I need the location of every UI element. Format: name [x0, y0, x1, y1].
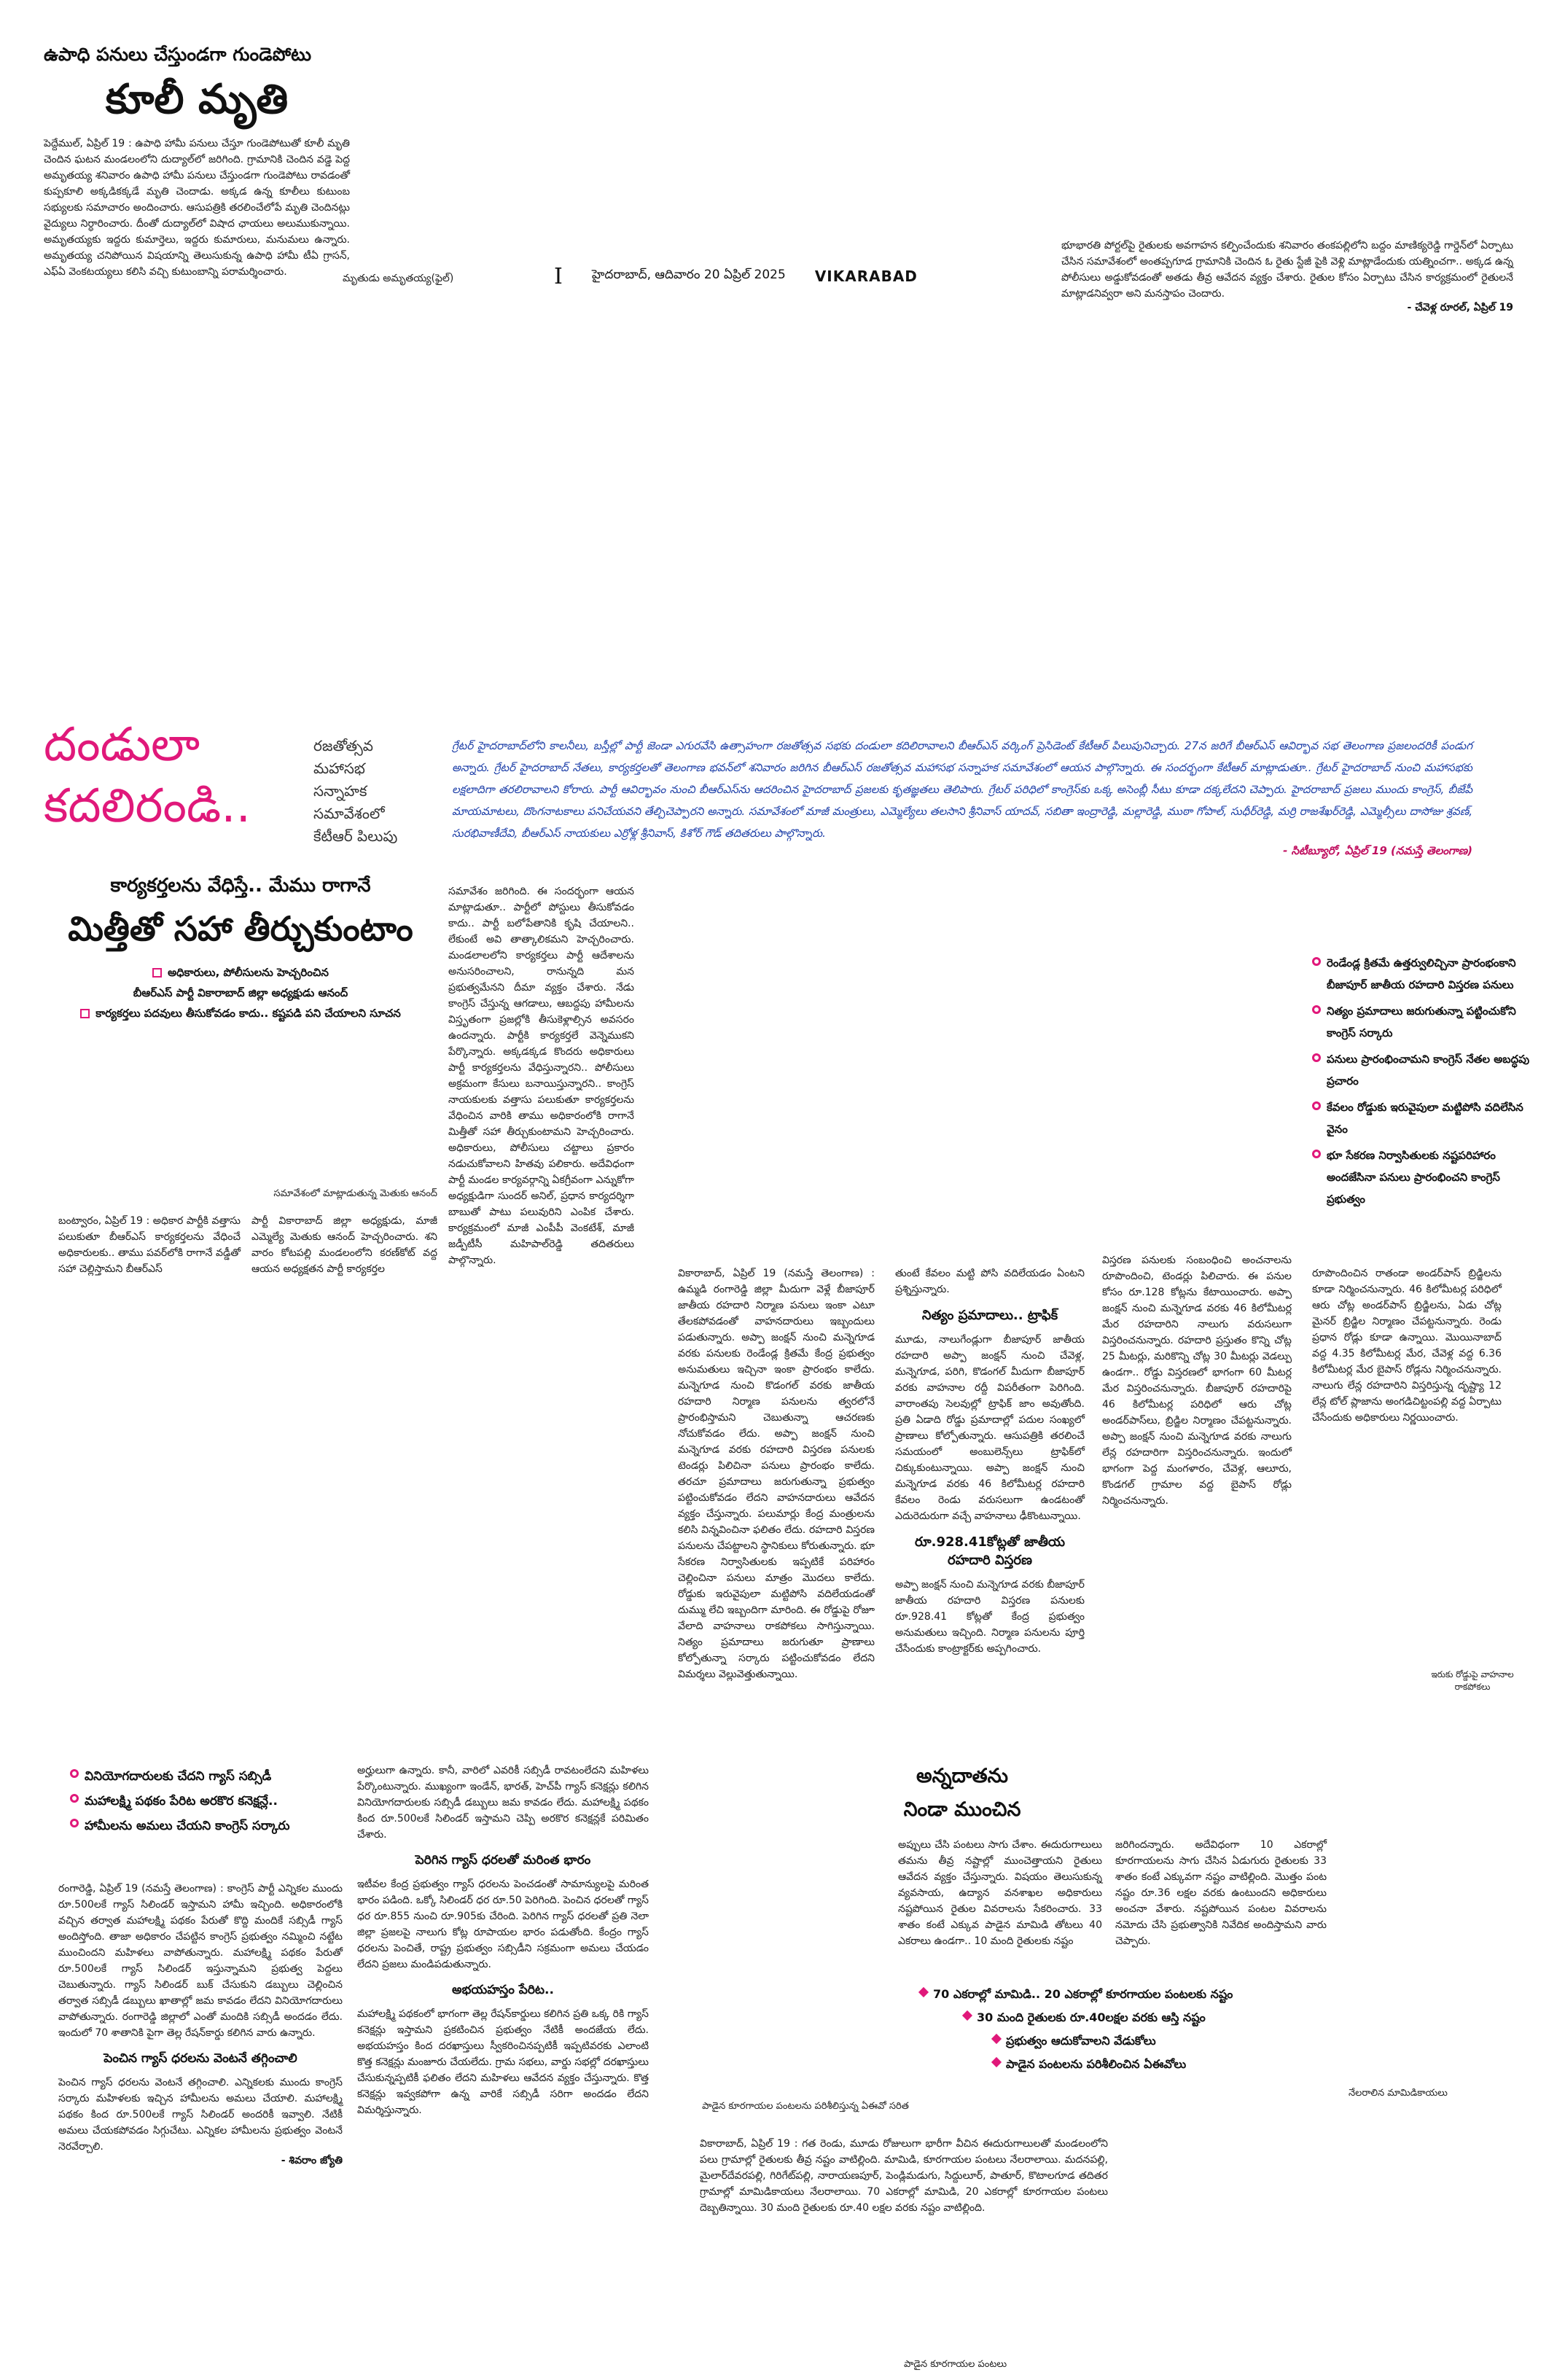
story5-bullet-text: వినియోగదారులకు చేదని గ్యాస్ సబ్సిడీ: [85, 1769, 272, 1784]
story-mittitho: [44, 875, 437, 1023]
story4-bullets: [1312, 952, 1538, 1210]
story4-sub1: నిత్యం ప్రమాదాలు.. ట్రాఫిక్: [921, 1308, 1058, 1323]
banner-body: గ్రేటర్ హైదరాబాద్‌లోని కాలనీలు, బస్తీల్లో పార్టీ జెండా ఎగురవేసి ఉత్సాహంగా రజతోత్సవ సభకు దండులా కదిలిరావాలని బీఆర్‌ఎస్ వర్కింగ్ ప్రెసిడెంట్ కేటీఆర్ పిలుపునిచ్చారు. 27న జరిగే బీఆర్‌ఎస్ ఆవిర్భావ సభ తెలంగాణ ప్రజలందరికీ పండుగ అన్నారు. గ్రేటర్ హైదరాబాద్ నేతలు, కార్యకర్తలతో తెలంగాణ భవన్‌లో శనివారం జరిగిన బీఆర్‌ఎస్ రజతోత్సవ మహాసభ సన్నాహక సమావేశంలో ఆయన పాల్గొన్నారు. ఈ సందర్భంగా కేటీఆర్ మాట్లాడుతూ.. గ్రేటర్ హైదరాబాద్ నుంచి మహాసభకు లక్షలాదిగా తరలిరావాలని కోరారు. పార్టీ ఆవిర్భావం నుంచి బీఆర్‌ఎస్‌ను ఆదరించిన హైదరాబాద్ ప్రజలకు కృతజ్ఞతలు తెలిపారు. గ్రేటర్ పరిధిలో కాంగ్రెస్‌కు ఒక్క అసెంబ్లీ సీటు కూడా దక్కలేదని చెప్పారు. హైదరాబాద్ ప్రజలు ముందు కాంగ్రెస్, బీజేపీ మాయమాటలు, దొంగనాటకాలు పనిచేయవని తేల్చిచెప్పారని అన్నారు. సమావేశంలో మాజీ మంత్రులు, ఎమ్మెల్యేలు తలసాని శ్రీనివాస్ యాదవ్, సబితా ఇంద్రారెడ్డి, మల్లారెడ్డి, ముఠా గోపాల్, సుధీర్‌రెడ్డి, మర్రి రాజశేఖర్‌రెడ్డి, ఎమ్మెల్సీలు దాసోజు శ్రవణ్, సురభివాణీదేవి, బీఆర్‌ఎస్ నాయకులు ఎర్రోళ్ల శ్రీనివాస్, కిశోర్ గౌడ్ తదితరులు పాల్గొన్నారు.: [452, 739, 1472, 840]
story6-bullet: [993, 2029, 1503, 2053]
story5-col1: రంగారెడ్డి, ఏప్రిల్ 19 (నమస్తే తెలంగాణ) : కాంగ్రెస్ పార్టీ ఎన్నికల ముందు రూ.500లకే గ్యాస్ సిలిండర్ ఇస్తామని హామీ ఇచ్చింది. అధికారంలోకి వచ్చిన తర్వాత మహాలక్ష్మి పథకం పేరుతో కొద్ది మందికే సబ్సిడీ గ్యాస్ అందిస్తోంది. తాజా అధికారం చేపట్టిన కాంగ్రెస్ ప్రభుత్వం నమ్మించి నట్టేట ముంచిందని మహిళలు వాపోతున్నారు. మహాలక్ష్మి పథకం పేరుతో రూ.500లకే గ్యాస్ సిలిండర్ ఇస్తున్నామని ప్రభుత్వ పెద్దలు చెబుతున్నారు. గ్యాస్ సిలిండర్ బుక్ చేసుకుని డబ్బులు చెల్లించిన తర్వాత సబ్సిడీ డబ్బులు ఖాతాల్లో జమ కావడం లేదని వినియోగదారులు వాపోతున్నారు. రంగారెడ్డి జిల్లాలో ఎంతో మందికి సబ్సిడీ అందడం లేదు. ఇందులో 70 శాతానికి పైగా తెల్ల రేషన్‌కార్డు కలిగిన వారు ఉన్నారు.: [58, 1883, 343, 2039]
banner-subhead-5: కేటీఆర్ పిలుపు: [313, 827, 398, 845]
story6-caption3: పాడైన కూరగాయల పంటలు: [904, 2359, 1007, 2370]
story5-bullet: [70, 1789, 362, 1814]
story3-bullet-text: అధికారులు, పోలీసులను హెచ్చరించిన: [168, 966, 329, 979]
banner-subhead: [313, 735, 430, 848]
ring-bullet-icon: [70, 1769, 79, 1778]
story6-headline: [860, 1760, 1064, 1827]
masthead-strip: [554, 265, 962, 287]
story1-body: పెద్దేముల్, ఏప్రిల్ 19 : ఉపాధి హామీ పనులు చేస్తూ గుండెపోటుతో కూలీ మృతి చెందిన ఘటన మండలంలోని దుద్యాల్‌లో జరిగింది. గ్రామానికి చెందిన వడ్డె పెద్ద అమృతయ్య శనివారం ఉపాధి హామీ పనులు చేస్తుండగా గుండెపోటు రావడంతో కుప్పకూలి అక్కడికక్కడే మృతి చెందాడు. అక్కడ ఉన్న కూలీలు కుటుంబ సభ్యులకు సమాచారం అందించారు. ఆసుపత్రికి తరలించేలోపే మృతి చెందినట్లు వైద్యులు నిర్ధారించారు. దీంతో దుద్యాల్‌లో విషాద ఛాయలు అలుముకున్నాయి. అమృతయ్యకు ఇద్దరు కుమార్తెలు, ఇద్దరు కుమారులు, మనుమలు ఉన్నారు. అమృతయ్య చనిపోయిన విషయాన్ని తెలుసుకున్న ఉపాధి హామీ టీఏ గ్రాసన్, ఎఫ్‌ఏ వెంకటయ్యలు కలిసి వచ్చి కుటుంబాన్ని పరామర్శించారు.: [44, 138, 350, 278]
banner-subhead-2: మహాసభ: [313, 760, 365, 777]
story5-col2b: ఇటీవల కేంద్ర ప్రభుత్వం గ్యాస్ ధరలను పెంచడంతో సామాన్యులపై మరింత భారం పడింది. ఒక్కో సిలిండర్ ధర రూ.50 పెరిగింది. పెంచిన ధరలతో గ్యాస్ ధర రూ.855 నుంచి రూ.905కు చేరింది. పెరిగిన గ్యాస్ ధరలతో ప్రతి నెలా జిల్లా ప్రజలపై నాలుగు కోట్ల రూపాయల భారం పడుతోంది. కేంద్రం గ్యాస్ ధరలను పెంచితే, రాష్ట్ర ప్రభుత్వం సబ్సిడీని సక్రమంగా అమలు చేయడం లేదని ప్రజలు మండిపడుతున్నారు.: [357, 1878, 649, 1970]
story5-bullet-text: మహాలక్ష్మి పథకం పేరిట అరకొర కనెక్షన్లే..: [85, 1794, 278, 1809]
story4-bullet-text: పనులు ప్రారంభించామని కాంగ్రెస్ నేతల అబద్ధపు ప్రచారం: [1327, 1053, 1530, 1088]
masthead-dateline: హైదరాబాద్, ఆదివారం 20 ఏప్రిల్ 2025: [591, 268, 786, 282]
story6-bullet-text: ప్రభుత్వం ఆదుకోవాలని వేడుకోలు: [1006, 2034, 1156, 2048]
story4-col3: విస్తరణ పనులకు సంబంధించి అంచనాలను రూపొందించి, టెండర్లు పిలిచారు. ఈ పనుల కోసం రూ.128 కోట్లను కేటాయించారు. అప్పా జంక్షన్ నుంచి మన్నెగూడ వరకు 46 కిలోమీటర్ల మేర రహదారిని నాలుగు వరుసలుగా విస్తరించనున్నారు. రహదారి ప్రస్తుతం కొన్ని చోట్ల 25 మీటర్లు, మరికొన్ని చోట్ల 30 మీటర్లు వెడల్పు ఉండగా.. రోడ్డు విస్తరణలో భాగంగా 60 మీటర్ల మేర విస్తరించనున్నారు. బీజాపూర్ రహదారిపై 46 కిలోమీటర్ల పరిధిలో ఆరు చోట్ల అండర్‌పాస్‌లు, బ్రిడ్జిల నిర్మాణం చేపట్టనున్నారు. అప్పా జంక్షన్ నుంచి మన్నెగూడ వరకు నాలుగు లేన్ల రహదారిగా విస్తరించనున్నారు. ఇందులో భాగంగా పెద్ద మంగళారం, చేవెళ్ల, ఆలూరు, కొండగల్ గ్రామాల వద్ద బైపాస్ రోడ్లు నిర్మించనున్నారు.: [1102, 1255, 1292, 1507]
story4-photo-caption: ఇరుకు రోడ్డుపై వాహనాల రాకపోకలు: [1431, 1669, 1514, 1692]
story6-caption2: నేలరాలిన మామిడికాయలు: [1349, 2088, 1448, 2099]
story6-bullet: [993, 2053, 1503, 2076]
story5-sub3: అభయహస్తం పేరిట..: [452, 1983, 554, 1997]
story4-col1: వికారాబాద్, ఏప్రిల్ 19 (నమస్తే తెలంగాణ) : ఉమ్మడి రంగారెడ్డి జిల్లా మీదుగా వెళ్లే బీజాపూర్ జాతీయ రహదారి నిర్మాణ పనులు ఇంకా ఎటూ తేలకపోవడంతో వాహనదారులు ఇబ్బందులు పడుతున్నారు. అప్పా జంక్షన్ నుంచి మన్నెగూడ వరకు పనులకు రెండేండ్ల క్రితమే కేంద్ర ప్రభుత్వం అనుమతులు ఇచ్చినా ఇంకా ప్రారంభం కాలేదు. మన్నెగూడ నుంచి కొడంగల్ వరకు జాతీయ రహదారి నిర్మాణ పనులను త్వరలోనే ప్రారంభిస్తామని చెబుతున్నా ఆచరణకు నోచుకోవడం లేదు. అప్పా జంక్షన్ నుంచి మన్నెగూడ వరకు రహదారి విస్తరణ పనులకు టెండర్లు పిలిచినా పనులు ప్రారంభం కాలేదు. తరచూ ప్రమాదాలు జరుగుతున్నా ప్రభుత్వం పట్టించుకోవడం లేదని వాహనదారులు ఆవేదన వ్యక్తం చేస్తున్నారు. పలుమార్లు కేంద్ర మంత్రులను కలిసి విన్నవించినా ఫలితం లేదు. రహదారి విస్తరణ పనులను చేపట్టాలని స్థానికులు కోరుతున్నారు. భూ సేకరణ నిర్వాసితులకు ఇప్పటికే పరిహారం చెల్లించినా పనులు మాత్రం మొదలు కాలేదు. రోడ్డుకు ఇరువైపులా మట్టిపోసి వదిలేయడంతో దుమ్ము లేచి ఇబ్బందిగా మారింది. ఈ రోడ్డుపై రోజూ వేలాది వాహనాలు రాకపోకలు సాగిస్తున్నాయి. నిత్యం ప్రమాదాలు జరుగుతూ ప్రాణాలు కోల్పోతున్నా సర్కారు పట్టించుకోవడం లేదని విమర్శలు వెల్లువెత్తుతున్నాయి.: [678, 1268, 875, 1680]
story5-col1b: పెంచిన గ్యాస్ ధరలను వెంటనే తగ్గించాలి. ఎన్నికలకు ముందు కాంగ్రెస్ సర్కారు మహిళలకు ఇచ్చిన హామీలను అమలు చేయాలి. మహాలక్ష్మి పథకం కింద రూ.500లకే గ్యాస్ సిలిండర్ అందరికీ ఇవ్వాలి. నేటికీ అమలు చేయకపోవడం సిగ్గుచేటు. ఎన్నికల హామీలను ప్రభుత్వం వెంటనే నెరవేర్చాలి.: [58, 2077, 343, 2153]
diamond-bullet-icon: [991, 2057, 1002, 2067]
story1-headline: కూలీ మృతి: [105, 76, 289, 123]
story6-bullet: [964, 2006, 1503, 2029]
ring-bullet-icon: [1312, 1005, 1321, 1014]
story4-col2-block: [895, 1265, 1085, 1657]
ring-bullet-icon: [1312, 1150, 1321, 1158]
story3-bullets: [44, 962, 437, 1023]
story4-col4: రూపొందించిన రాతండా అండర్‌పాస్ బ్రిడ్జిలను కూడా నిర్మించనున్నారు. 46 కిలోమీటర్ల పరిధిలో ఆరు చోట్ల అండర్‌పాస్ బ్రిడ్జిలను, ఏడు చోట్ల మైనర్ బ్రిడ్జిల నిర్మాణం చేపట్టనున్నారు. రెండు ప్రధాన రోడ్లు కూడా ఉన్నాయి. మొయినాబాద్ వద్ద 4.35 కిలోమీటర్ల మేర, చేవెళ్ల వద్ద 6.36 కిలోమీటర్ల మేర బైపాస్ రోడ్లను నిర్మించనున్నారు. నాలుగు లేన్ల రహదారిని విస్తరిస్తున్న దృష్ట్యా 12 లేన్ల టోల్ ప్లాజాను అంగడిచిట్టంపల్లి వద్ద ఏర్పాటు చేసేందుకు అధికారులు నిర్ణయించారు.: [1312, 1268, 1502, 1424]
story5-col2c: మహాలక్ష్మి పథకంలో భాగంగా తెల్ల రేషన్‌కార్డులు కలిగిన ప్రతి ఒక్క రికి గ్యాస్ కనెక్షన్లు ఇస్తామని ప్రకటించిన ప్రభుత్వం నేటికీ అందజేయ లేదు. అభయహస్తం కింద దరఖాస్తులు స్వీకరించినప్పటికీ ఇప్పటివరకు ఎలాంటి కొత్త కనెక్షన్లు మంజూరు చేయలేదు. గ్రామ సభలు, వార్డు సభల్లో దరఖాస్తులు చేసుకున్నప్పటికీ ఫలితం లేదని మహిళలు ఆవేదన వ్యక్తం చేస్తున్నారు. కొత్త కనెక్షన్లు ఇవ్వకపోగా ఉన్న వారికే సబ్సిడీ సరిగా అందడం లేదని విమర్శిస్తున్నారు.: [357, 2008, 649, 2116]
square-bullet-icon: [80, 1009, 90, 1018]
banner-headline: [44, 714, 299, 837]
story6-col3: జరిగిందన్నారు. అదేవిధంగా 10 ఎకరాల్లో కూరగాయలను సాగు చేసిన ఏడుగురు రైతులకు 33 శాతం కంటే ఎక్కువగా నష్టం వాటిల్లింది. మొత్తం పంట నష్టం రూ.36 లక్షల వరకు ఉంటుందని అధికారులు అంచనా వేశారు. నష్టపోయిన పంటల వివరాలను నమోదు చేసి ప్రభుత్వానికి నివేదిక అందిస్తామని వారు చెప్పారు.: [1115, 1839, 1327, 1947]
banner-subhead-1: రజతోత్సవ: [313, 737, 373, 754]
story6-headline-line2: నిండా ముంచిన: [903, 1798, 1021, 1821]
story5-sub2: పెరిగిన గ్యాస్ ధరలతో మరింత భారం: [415, 1853, 591, 1868]
story5-col2: అర్హులుగా ఉన్నారు. కానీ, వారిలో ఎవరికీ సబ్సిడీ రావటంలేదని మహిళలు పేర్కొంటున్నారు. ముఖ్యంగా ఇండేన్, భారత్, హెచ్‌పీ గ్యాస్ కనెక్షన్లు కలిగిన వినియోగదారులకు సబ్సిడీ డబ్బులు జమ కావడం లేదు. మహాలక్ష్మి పథకం కింద రూ.500లకే సిలిండర్ ఇస్తామని చెప్పి అరకొర కనెక్షన్లకే పరిమితం చేశారు.: [357, 1765, 649, 1841]
story6-bullet-text: పాడైన పంటలను పరిశీలించిన ఏఈవోలు: [1006, 2057, 1187, 2071]
ring-bullet-icon: [70, 1794, 79, 1803]
ring-bullet-icon: [70, 1819, 79, 1827]
story4-bullet-text: నిత్యం ప్రమాదాలు జరుగుతున్నా పట్టించుకోని కాంగ్రెస్ సర్కారు: [1327, 1004, 1516, 1039]
story5-sub1: పెంచిన గ్యాస్ ధరలను వెంటనే తగ్గించాలి: [104, 2051, 297, 2066]
story4-bullet: [1312, 1096, 1538, 1140]
story4-bullet-text: కేవలం రోడ్డుకు ఇరువైపులా మట్టిపోసి వదిలేసిన వైనం: [1327, 1101, 1523, 1136]
story3-bullet-text: కార్యకర్తలు పదవులు తీసుకోవడం కాదు.. కష్టపడి పని చేయాలని సూచన: [95, 1007, 401, 1020]
ring-bullet-icon: [1312, 957, 1321, 966]
story6-caption1: పాడైన కూరగాయల పంటలను పరిశీలిస్తున్న ఏఈవో సరిత: [702, 2101, 909, 2112]
story5-bullet: [70, 1764, 362, 1789]
story4-col2b: మూడు, నాలుగేండ్లుగా బీజాపూర్ జాతీయ రహదారి అప్పా జంక్షన్ నుంచి చేవెళ్ల, మన్నెగూడ, పరిగి, కొడంగల్ మీదుగా బీజాపూర్ వరకు వాహనాల రద్దీ విపరీతంగా పెరిగింది. వారాంతపు సెలవుల్లో ట్రాఫిక్ జాం అవుతోంది. ప్రతి ఏడాది రోడ్డు ప్రమాదాల్లో పదుల సంఖ్యలో ప్రాణాలు కోల్పోతున్నారు. ఆసుపత్రికి తరలించే సమయంలో అంబులెన్స్‌లు ట్రాఫిక్‌లో చిక్కుకుంటున్నాయి. అప్పా జంక్షన్ నుంచి మన్నెగూడ వరకు 46 కిలోమీటర్ల రహదారి కేవలం రెండు వరుసలుగా ఉండటంతో ఎదురెదురుగా వచ్చే వాహనాలు ఢీకొంటున్నాయి.: [895, 1334, 1085, 1522]
masthead-edition: VIKARABAD: [814, 268, 918, 285]
story4-col2c: అప్పా జంక్షన్ నుంచి మన్నెగూడ వరకు బీజాపూర్ జాతీయ రహదారి విస్తరణ పనులకు రూ.928.41 కోట్లతో కేంద్ర ప్రభుత్వం అనుమతులు ఇచ్చింది. నిర్మాణ పనులను పూర్తి చేసేందుకు కాంట్రాక్టర్‌కు అప్పగించారు.: [895, 1579, 1085, 1655]
masthead-marker: I: [554, 263, 563, 289]
story-kuli-mruthi: [44, 44, 350, 357]
story2-body: భూభారతి పోర్టల్‌పై రైతులకు అవగాహన కల్పించేందుకు శనివారం తంకపల్లిలోని బద్దం మాణిక్యరెడ్డి గార్డెన్‌లో ఏర్పాటు చేసిన సమావేశంలో అంతప్పగూడ గ్రామానికి చెందిన ఓ రైతు స్టేజీ పైకి వెళ్లి మాట్లాడేందుకు యత్నించగా.. అక్కడ ఉన్న పోలీసులు అడ్డుకోవడంతో అతడు తీవ్ర ఆవేదన వ్యక్తం చేశారు. రైతుల కోసం ఏర్పాటు చేసిన కార్యక్రమంలో రైతులనే మాట్లాడనివ్వరా అని మనస్తాపం చెందారు.: [1061, 240, 1513, 300]
story4-bullet: [1312, 1000, 1538, 1044]
banner-headline-line1: దండులా: [44, 718, 200, 772]
story5-credit: - శివరాం జ్యోతి: [281, 2155, 343, 2166]
story3-headline: మిత్తీతో సహా తీర్చుకుంటాం: [68, 909, 413, 948]
story2-credit: - చేవెళ్ల రూరల్, ఏప్రిల్ 19: [1407, 302, 1513, 313]
story4-bullet: [1312, 952, 1538, 996]
story3-photo-caption: సమావేశంలో మాట్లాడుతున్న మెతుకు ఆనంద్: [273, 1188, 437, 1199]
story6-col2: అప్పులు చేసి పంటలు సాగు చేశాం. ఈదురుగాలులు తమను తీవ్ర నష్టాల్లో ముంచెత్తాయని రైతులు ఆవేదన వ్యక్తం చేస్తున్నారు. విషయం తెలుసుకున్న వ్యవసాయ, ఉద్యాన వనశాఖల అధికారులు నష్టపోయిన రైతుల వివరాలను సేకరించారు. 33 శాతం కంటే ఎక్కువ పాడైన మామిడి తోటలు 40 ఎకరాలు ఉండగా.. 10 మంది రైతులకు నష్టం: [898, 1839, 1102, 1947]
story3-col2: పార్టీ వికారాబాద్ జిల్లా అధ్యక్షుడు, మాజీ ఎమ్మెల్యే మెతుకు ఆనంద్ హెచ్చరించారు. శని వారం కోటపల్లి మండలంలోని కరణ్‌కోట్ వద్ద ఆయన అధ్యక్షతన పార్టీ కార్యకర్తల: [251, 1215, 437, 1275]
story5-bullet-text: హామీలను అమలు చేయని కాంగ్రెస్ సర్కారు: [85, 1819, 290, 1833]
banner-headline-line2: కదలిరండి..: [44, 779, 251, 833]
story6-bullet: [920, 1983, 1503, 2006]
banner-credit: - సిటీబ్యూరో, ఏప్రిల్ 19 (నమస్తే తెలంగాణ): [1283, 844, 1472, 857]
story5-col2-block: [357, 1763, 649, 2118]
story6-col1: వికారాబాద్, ఏప్రిల్ 19 : గత రెండు, మూడు రోజులుగా భారీగా వీచిన ఈదురుగాలులతో మండలంలోని పలు గ్రామాల్లో రైతులకు తీవ్ర నష్టం వాటిల్లింది. మామిడి, కూరగాయల పంటలు నేలరాలాయి. మదనపల్లి, మైలార్‌దేవరపల్లి, గిరిగేట్‌పల్లి, నారాయణపూర్, పెండ్లిమడుగు, సిద్దులూర్, పాతూర్, కొటాలగూడ తదితర గ్రామాల్లో మామిడికాయలు నేలరాలాయి. 70 ఎకరాల్లో మామిడి, 20 ఎకరాల్లో కూరగాయల పంటలు దెబ్బతిన్నాయి. 30 మంది రైతులకు రూ.40 లక్షల వరకు నష్టం వాటిల్లింది.: [700, 2138, 1108, 2214]
story5-col1-block: [58, 1881, 343, 2169]
story3-bullet: [44, 1003, 437, 1023]
story4-bullet: [1312, 1048, 1538, 1092]
story3-bullet: [44, 962, 437, 983]
diamond-bullet-icon: [962, 2010, 972, 2021]
story4-sub2: రూ.928.41కోట్లతో జాతీయ రహదారి విస్తరణ: [914, 1534, 1066, 1568]
diamond-bullet-icon: [918, 1987, 929, 1997]
banner-subhead-3: సన్నాహక: [313, 782, 367, 800]
story3-bullet: [44, 983, 437, 1003]
story-bhubharati: [1061, 238, 1513, 316]
story4-bullet: [1312, 1144, 1538, 1210]
story6-bullets: [920, 1983, 1503, 2076]
story3-kicker: కార్యకర్తలను వేధిస్తే.. మేము రాగానే: [110, 875, 371, 897]
story3-col1: బంట్వారం, ఏప్రిల్ 19 : అధికార పార్టీకి వత్తాసు పలుకుతూ బీఆర్‌ఎస్ కార్యకర్తలను వేధించే అధికారులకు.. తాము పవర్‌లోకి రాగానే వడ్డీతో సహా చెల్లిస్తామని బీఆర్‌ఎస్: [58, 1215, 241, 1275]
square-bullet-icon: [152, 968, 162, 978]
story4-bullet-text: భూ సేకరణ నిర్వాసితులకు నష్టపరిహారం అందజేసినా పనులు ప్రారంభించని కాంగ్రెస్ ప్రభుత్వం: [1327, 1149, 1500, 1206]
diamond-bullet-icon: [991, 2034, 1002, 2044]
banner-body-block: [452, 735, 1472, 860]
story6-bullet-text: 30 మంది రైతులకు రూ.40లక్షల వరకు ఆస్తి నష్టం: [977, 2010, 1206, 2024]
story1-kicker: ఉపాధి పనులు చేస్తుండగా గుండెపోటు: [44, 44, 312, 65]
story4-col2: తుంటే కేవలం మట్టి పోసి వదిలేయడం ఏంటని ప్రశ్నిస్తున్నారు.: [895, 1268, 1085, 1295]
story6-headline-line1: అన్నదాతను: [916, 1765, 1008, 1787]
story1-photo-caption: మృతుడు అమృతయ్య(ఫైల్): [343, 273, 454, 284]
banner-subhead-4: సమావేశంలో: [313, 805, 385, 822]
story5-bullet: [70, 1814, 362, 1838]
story5-bullets: [70, 1764, 362, 1838]
story3-col3: సమావేశం జరిగింది. ఈ సందర్భంగా ఆయన మాట్లాడుతూ.. పార్టీలో పోస్టులు తీసుకోవడం కాదు.. పార్టీ బలోపేతానికి కృషి చేయాలని.. లేకుంటే అవి తాత్కాలికమని హెచ్చరించారు. మండలాలలోని కార్యకర్తలు పార్టీ ఆదేశాలను అనుసరించాలని, రానున్నది మన ప్రభుత్వమేనని దీమా వ్యక్తం చేశారు. నేడు కాంగ్రెస్ చేస్తున్న ఆగడాలు, ఆబద్దపు హామీలను విస్తృతంగా ప్రజల్లోకి తీసుకెళ్లాల్సిన అవసరం ఉందన్నారు. పార్టీకి కార్యకర్తలే వెన్నెముకని పేర్కొన్నారు. అక్కడక్కడ కొందరు అధికారులు పార్టీ కార్యకర్తలను వేధిస్తున్నారని.. పోలీసులు అక్రమంగా కేసులు బనాయిస్తున్నారని.. కాంగ్రెస్ నాయకులకు వత్తాసు పలుకుతూ కార్యకర్తలను వేధించిన వారికి తాము అధికారంలోకి రాగానే మిత్తీతో సహా తీర్చుకుంటామని హెచ్చరించారు. అధికారులు, పోలీసులు చట్టాలు ప్రకారం నడుచుకోవాలని హితవు పలికారు. అదేవిధంగా పార్టీ మండల కార్యవర్గాన్ని ఏకగ్రీవంగా ఎన్నుకోగా అధ్యక్షుడిగా సుందర్ అనిల్, ప్రధాన కార్యదర్శిగా బాబుతో పాటు పలువురిని ఎంపిక చేశారు. కార్యక్రమంలో మాజీ ఎంపీపీ వెంకటేశ్, మాజీ జడ్పీటీసీ మహిపాల్‌రెడ్డి తదితరులు పాల్గొన్నారు.: [448, 886, 634, 1266]
ring-bullet-icon: [1312, 1053, 1321, 1062]
story3-bullet-text: బీఆర్‌ఎస్ పార్టీ వికారాబాద్ జిల్లా అధ్యక్షుడు ఆనంద్: [133, 986, 348, 999]
ring-bullet-icon: [1312, 1101, 1321, 1110]
story4-bullet-text: రెండేండ్ల క్రితమే ఉత్తర్వులిచ్చినా ప్రారంభంకాని బీజాపూర్ జాతీయ రహదారి విస్తరణ పనులు: [1327, 956, 1516, 991]
story6-bullet-text: 70 ఎకరాల్లో మామిడి.. 20 ఎకరాల్లో కూరగాయల పంటలకు నష్టం: [933, 1987, 1233, 2001]
